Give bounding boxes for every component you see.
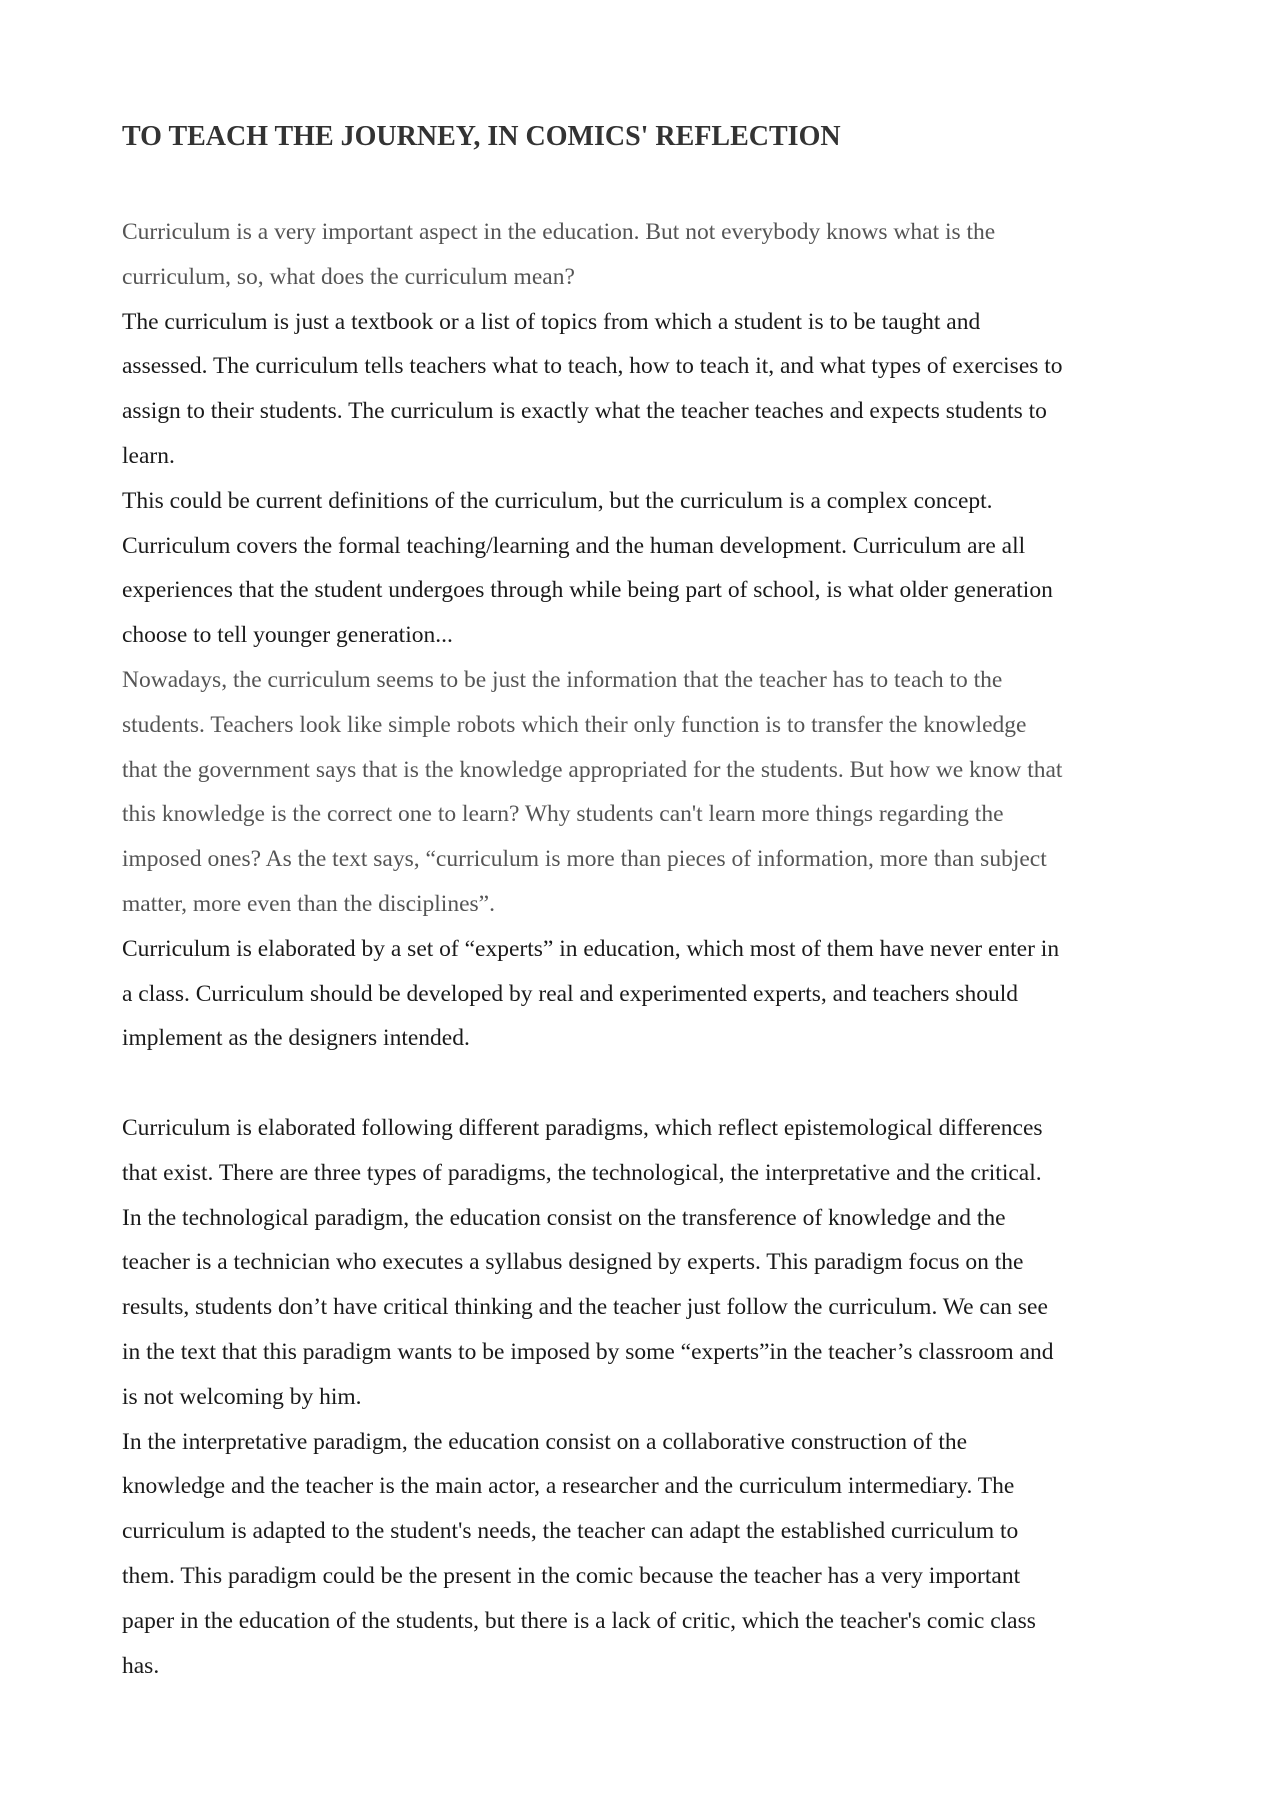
text-line: in the text that this paradigm wants to be imposed by some “experts”in the teacher’s classroom and bbox=[122, 1338, 1054, 1365]
text-line: Nowadays, the curriculum seems to be just the information that the teacher has to teach to the bbox=[122, 666, 1003, 693]
text-line: Curriculum is a very important aspect in the education. But not everybody knows what is the bbox=[122, 219, 996, 245]
text-line: them. This paradigm could be the present in the comic because the teacher has a very important bbox=[122, 1562, 1021, 1589]
text-line: results, students don’t have critical thinking and the teacher just follow the curriculum. We can see bbox=[122, 1294, 1048, 1321]
text-line: that exist. There are three types of paradigms, the technological, the interpretative and the critical. bbox=[122, 1159, 1042, 1186]
text-line: teacher is a technician who executes a syllabus designed by experts. This paradigm focus on the bbox=[122, 1249, 1024, 1276]
text-line: experiences that the student undergoes through while being part of school, is what older generation bbox=[122, 577, 1053, 604]
text-line: this knowledge is the correct one to learn? Why students can't learn more things regarding the bbox=[122, 801, 1004, 828]
text-line: Curriculum covers the formal teaching/learning and the human development. Curriculum are all bbox=[122, 532, 1026, 559]
paragraph bbox=[122, 1196, 1182, 1420]
paragraph bbox=[122, 1420, 1182, 1689]
text-line: This could be current definitions of the curriculum, but the curriculum is a complex concept. bbox=[122, 487, 993, 514]
text-line: In the interpretative paradigm, the education consist on a collaborative construction of the bbox=[122, 1428, 968, 1455]
text-line: implement as the designers intended. bbox=[122, 1025, 470, 1052]
text-line: Curriculum is elaborated by a set of “experts” in education, which most of them have never enter in bbox=[122, 935, 1060, 962]
text-line: curriculum is adapted to the student's needs, the teacher can adapt the established curriculum to bbox=[122, 1518, 1019, 1545]
paragraph-gap bbox=[122, 1061, 1182, 1106]
text-line: that the government says that is the knowledge appropriated for the students. But how we know that bbox=[122, 756, 1063, 783]
text-line: knowledge and the teacher is the main actor, a researcher and the curriculum intermediary. The bbox=[122, 1473, 1015, 1500]
text-line: curriculum, so, what does the curriculum mean? bbox=[122, 263, 575, 290]
text-line: imposed ones? As the text says, “curriculum is more than pieces of information, more than subject bbox=[122, 846, 1047, 873]
text-line: Curriculum is elaborated following different paradigms, which reflect epistemological differences bbox=[122, 1114, 1043, 1141]
paragraph bbox=[122, 300, 1182, 479]
paragraph bbox=[122, 1106, 1182, 1196]
text-line: assessed. The curriculum tells teachers what to teach, how to teach it, and what types of exercises to bbox=[122, 353, 1063, 380]
text-line: The curriculum is just a textbook or a list of topics from which a student is to be taught and bbox=[122, 308, 981, 335]
paragraph bbox=[122, 927, 1182, 1061]
document-body bbox=[122, 210, 1182, 1688]
text-line: matter, more even than the disciplines”. bbox=[122, 890, 495, 917]
paragraph bbox=[122, 658, 1182, 927]
text-line: has. bbox=[122, 1652, 160, 1679]
text-line: assign to their students. The curriculum is exactly what the teacher teaches and expects students to bbox=[122, 398, 1047, 425]
text-line: learn. bbox=[122, 442, 175, 469]
paragraph bbox=[122, 210, 1182, 300]
text-line: choose to tell younger generation... bbox=[122, 622, 453, 649]
text-line: paper in the education of the students, but there is a lack of critic, which the teacher's comic class bbox=[122, 1607, 1036, 1634]
document-title: TO TEACH THE JOURNEY, IN COMICS' REFLECTION bbox=[122, 121, 841, 152]
text-line: a class. Curriculum should be developed by real and experimented experts, and teachers should bbox=[122, 980, 1018, 1007]
text-line: In the technological paradigm, the education consist on the transference of knowledge and the bbox=[122, 1204, 1006, 1231]
paragraph bbox=[122, 479, 1182, 658]
text-line: students. Teachers look like simple robots which their only function is to transfer the knowledge bbox=[122, 711, 1027, 738]
text-line: is not welcoming by him. bbox=[122, 1383, 362, 1410]
